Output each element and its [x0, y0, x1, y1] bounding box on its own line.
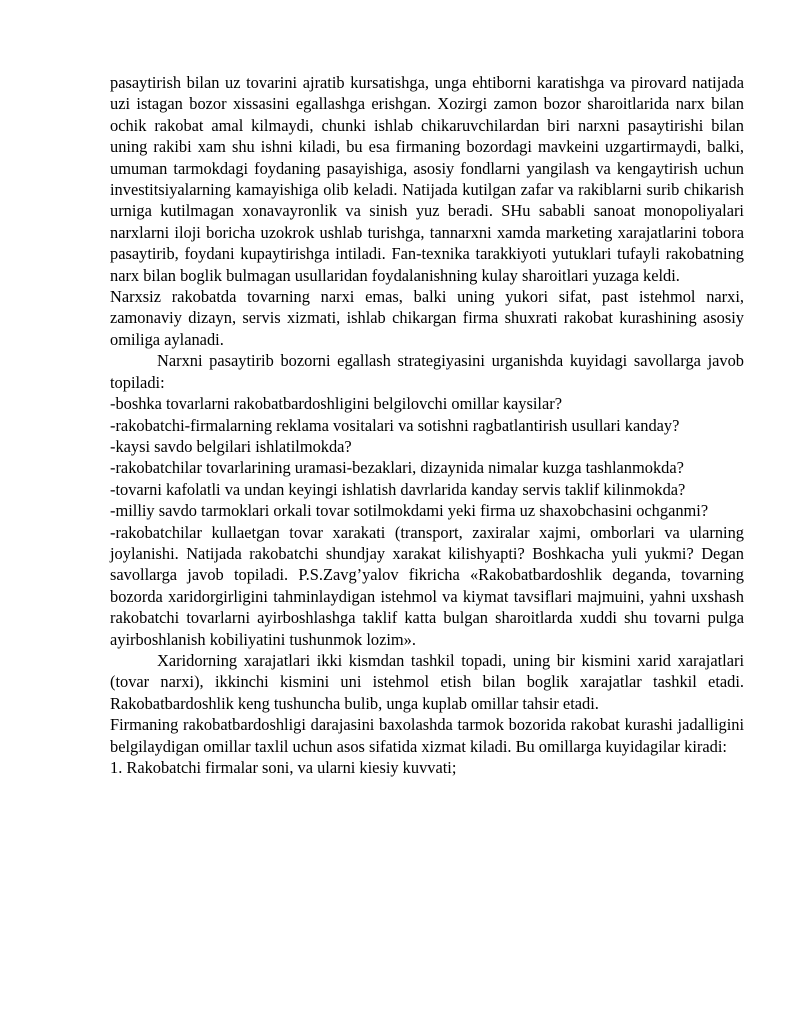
- question-item: -tovarni kafolatli va undan keyingi ishlatish davrlarida kanday servis taklif kilinmokda?: [110, 479, 686, 499]
- paragraph-non-price-competition: Narxsiz rakobatda tovarning narxi emas, balki uning yukori sifat, past istehmol narxi, zamonaviy dizayn, servis xizmati, ishlab chikargan firma shuxrati rakobat kurashining asosiy omiliga aylanadi.: [110, 287, 744, 349]
- question-item: -rakobatchi-firmalarning reklama vositalari va sotishni ragbatlantirish usullari kanday?: [110, 415, 680, 435]
- question-item: -boshka tovarlarni rakobatbardoshligini belgilovchi omillar kaysilar?: [110, 394, 562, 414]
- question-item-with-quote: -rakobatchilar kullaetgan tovar xarakati (transport, zaxiralar xajmi, omborlari va ularning joylanishi. Natijada rakobatchi shundjay xarakat kilishyapti? Boshkacha yuli yukmi? Degan savollarga javob topiladi. P.S.Zavg’yalov fikricha «Rakobatbardoshlik deganda, tovarning bozorda xaridorgirligini tahminlaydigan istehmol va kiymat tavsiflari majmuini, yahni uxshash rakobatchi tovarlarni ayirboshlashga taklif katta bulgan sharoitlarda xuddi shu tovarni pulga ayirboshlanish kobiliyatini tushunmok lozim».: [110, 522, 744, 649]
- paragraph-competitiveness-factors: Firmaning rakobatbardoshligi darajasini baxolashda tarmok bozorida rakobat kurashi jadalligini belgilaydigan omillar taxlil uchun asos sifatida xizmat kiladi. Bu omillarga kuyidagilar kiradi:: [110, 715, 744, 756]
- paragraph-intro: pasaytirish bilan uz tovarini ajratib kursatishga, unga ehtiborni karatishga va pirovard natijada uzi istagan bozor xissasini egallashga erishgan. Xozirgi zamon bozor sharoitlarida narx bilan ochik rakobat amal kilmaydi, chunki ishlab chikaruvchilardan biri narxni pasaytirishi bilan uning rakibi xam shu ishni kiladi, bu esa firmaning bozordagi mavkeini uzgartirmaydi, balki, umuman tarmokdagi foydaning pasayishiga, asosiy fondlarni yangilash va kengaytirish uchun investitsiyalarning kamayishiga olib keladi. Natijada kutilgan zafar va rakiblarni surib chikarish urniga kutilmagan xonavayronlik va sinish yuz beradi. SHu sababli sanoat monopoliyalari narxlarni iloji boricha uzokrok ushlab turishga, tannarxni xamda marketing xarajatlarini tobora pasaytirib, foydani kupaytirishga intiladi. Fan-texnika tarakkiyoti yutuklari tufayli rakobatning narx bilan boglik bulmagan usullaridan foydalanishning kulay sharoitlari yuzaga keldi.: [110, 73, 744, 285]
- question-item: -rakobatchilar tovarlarining uramasi-bezaklari, dizaynida nimalar kuzga tashlanmokda?: [110, 458, 684, 478]
- paragraph-strategy-questions-intro: Narxni pasaytirib bozorni egallash strategiyasini urganishda kuyidagi savollarga javob topiladi:: [110, 351, 744, 392]
- question-item: -milliy savdo tarmoklari orkali tovar sotilmokdami yeki firma uz shaxobchasini ochganmi?: [110, 501, 709, 521]
- numbered-list-item: 1. Rakobatchi firmalar soni, va ularni kiesiy kuvvati;: [110, 758, 457, 777]
- paragraph-buyer-costs: Xaridorning xarajatlari ikki kismdan tashkil topadi, uning bir kismini xarid xarajatlari (tovar narxi), ikkinchi kismini uni istehmol etish bilan boglik xarajatlar tashkil etadi. Rakobatbardoshlik keng tushuncha bulib, unga kuplab omillar tahsir etadi.: [110, 650, 744, 713]
- question-item: -kaysi savdo belgilari ishlatilmokda?: [110, 436, 352, 456]
- document-page: [110, 72, 744, 778]
